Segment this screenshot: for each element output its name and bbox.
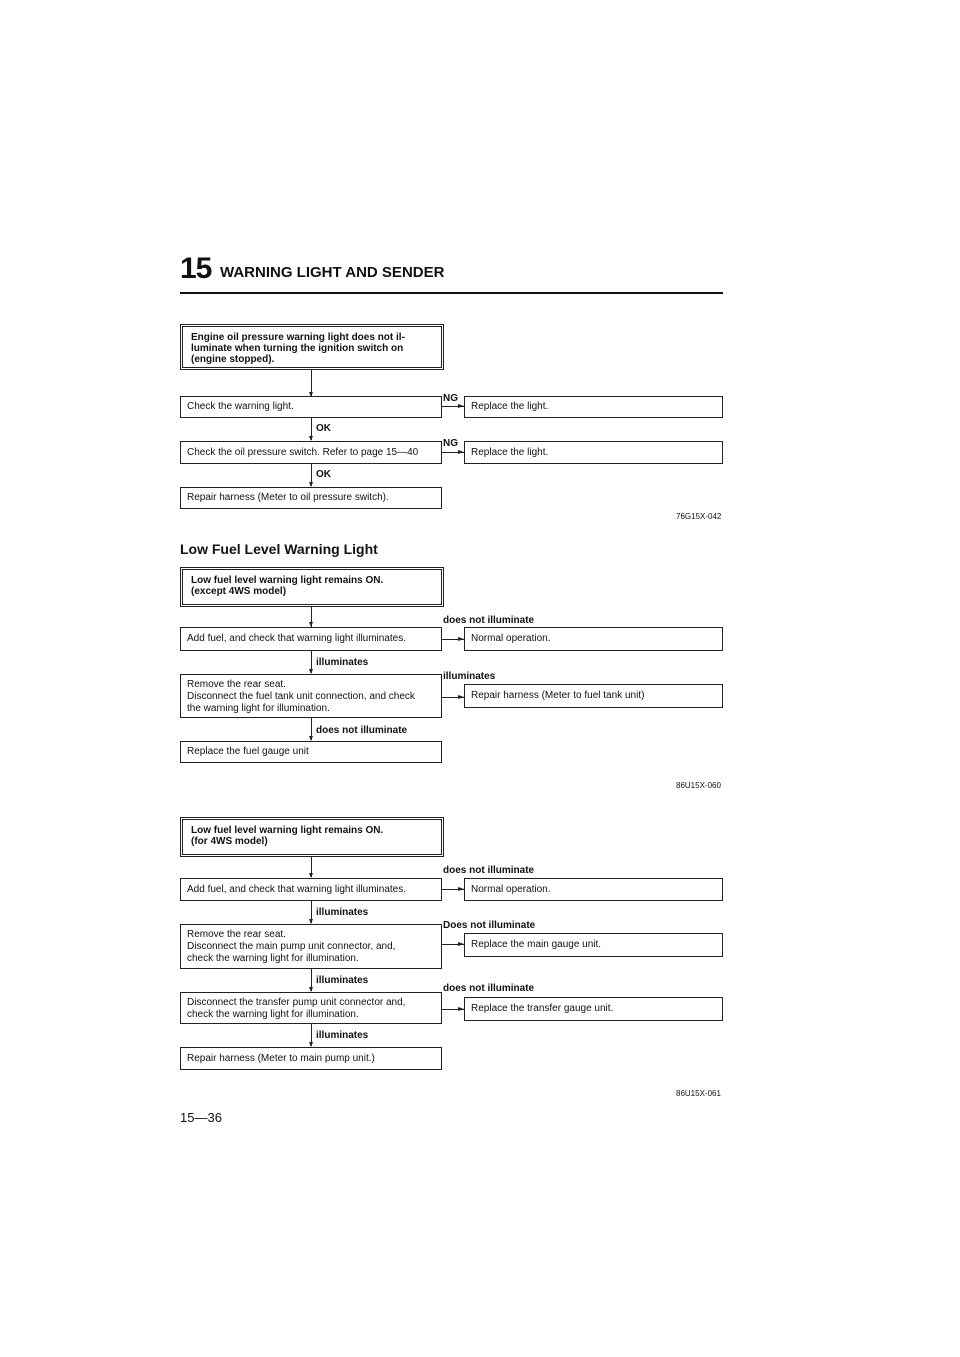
chart3-step3-side-result: Replace the transfer gauge unit. — [464, 997, 723, 1021]
chart3-step3-side-label: does not illuminate — [443, 983, 535, 994]
chart1-ref-code: 76G15X-042 — [676, 512, 722, 521]
chapter-number: 15 — [180, 252, 212, 285]
chart1-step1-box: Check the warning light. — [180, 396, 442, 418]
chart3-step2-down-label: illuminates — [316, 975, 369, 986]
chart1-step2-ok-label: OK — [316, 469, 331, 480]
chart3-title-box: Low fuel level warning light remains ON. (for 4WS model) — [180, 817, 444, 857]
chart1-step1-ng-result: Replace the light. — [464, 396, 723, 418]
chart2-ref-code: 86U15X-060 — [676, 781, 721, 790]
chapter-title: WARNING LIGHT AND SENDER — [220, 264, 445, 281]
chart2-step1-side-label: does not illuminate — [443, 615, 535, 626]
chart3-step1-down-label: illuminates — [316, 907, 369, 918]
section-title: Low Fuel Level Warning Light — [180, 541, 378, 557]
chart1-step1-ok-label: OK — [316, 423, 331, 434]
chart3-ref-code: 86U15X-061 — [676, 1089, 721, 1098]
chart3-step2-side-result: Replace the main gauge unit. — [464, 933, 723, 957]
header-rule — [180, 292, 723, 294]
chart3-step3-box: Disconnect the transfer pump unit connector and, check the warning light for illumination. — [180, 992, 442, 1024]
chart3-step2-box: Remove the rear seat. Disconnect the main pump unit connector, and, check the warning light for illumination. — [180, 924, 442, 969]
chart2-step2-box: Remove the rear seat. Disconnect the fuel tank unit connection, and check the warning light for illumination. — [180, 674, 442, 718]
chart1-title-box: Engine oil pressure warning light does not il- luminate when turning the ignition switch on (engine stopped). — [180, 324, 444, 370]
chart1-step1-ng-label: NG — [443, 393, 458, 404]
chart2-title-box: Low fuel level warning light remains ON. (except 4WS model) — [180, 567, 444, 607]
chart2-step3-box: Replace the fuel gauge unit — [180, 741, 442, 763]
chart3-step2-side-label: Does not illuminate — [443, 920, 536, 931]
chart1-step2-ng-label: NG — [443, 438, 458, 449]
chart3-step4-box: Repair harness (Meter to main pump unit.) — [180, 1047, 442, 1070]
chart3-step1-box: Add fuel, and check that warning light illuminates. — [180, 878, 442, 901]
chart1-step3-box: Repair harness (Meter to oil pressure switch). — [180, 487, 442, 509]
chart1-step2-ng-result: Replace the light. — [464, 441, 723, 464]
chart2-step2-down-label: does not illuminate — [316, 725, 408, 736]
chart3-step3-down-label: illuminates — [316, 1030, 369, 1041]
chart3-step1-side-result: Normal operation. — [464, 878, 723, 901]
chart2-step1-box: Add fuel, and check that warning light illuminates. — [180, 627, 442, 651]
chart2-step1-side-result: Normal operation. — [464, 627, 723, 651]
chart2-step1-down-label: illuminates — [316, 657, 369, 668]
chart2-step2-side-result: Repair harness (Meter to fuel tank unit) — [464, 684, 723, 708]
page-number: 15—36 — [180, 1110, 222, 1125]
chart1-step2-box: Check the oil pressure switch. Refer to page 15—40 — [180, 441, 442, 464]
chart2-step2-side-label: illuminates — [443, 671, 496, 682]
chart3-step1-side-label: does not illuminate — [443, 865, 535, 876]
